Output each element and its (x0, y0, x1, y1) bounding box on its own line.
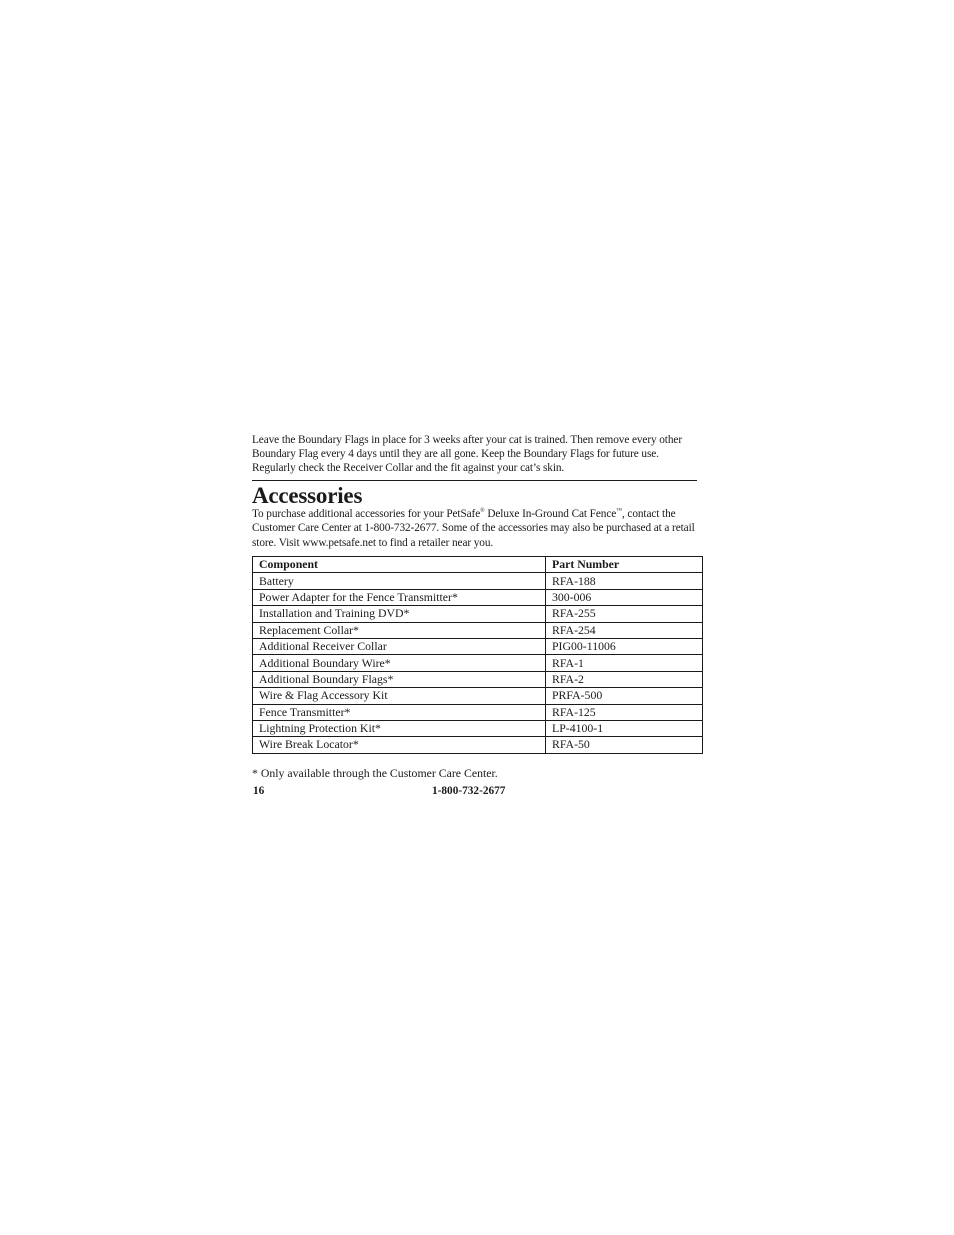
component-cell: Replacement Collar* (253, 622, 546, 638)
table-header-row (253, 557, 703, 573)
table-row (253, 737, 703, 753)
part-number-cell: LP-4100-1 (546, 720, 703, 736)
description-text-1: To purchase additional accessories for your PetSafe (252, 508, 481, 520)
table-row (253, 638, 703, 654)
component-cell: Additional Receiver Collar (253, 638, 546, 654)
part-number-cell: RFA-1 (546, 655, 703, 671)
part-number-cell: RFA-188 (546, 573, 703, 589)
part-number-cell: RFA-125 (546, 704, 703, 720)
component-cell: Installation and Training DVD* (253, 606, 546, 622)
footnote: * Only available through the Customer Care Center. (252, 766, 498, 780)
table-row (253, 704, 703, 720)
component-cell: Additional Boundary Wire* (253, 655, 546, 671)
trademark-mark: ™ (616, 508, 622, 515)
registered-mark: ® (480, 508, 485, 515)
intro-paragraph: Leave the Boundary Flags in place for 3 weeks after your cat is trained. Then remove every other Boundary Flag every 4 days until they are all gone. Keep the Boundary Flags for future use. Regularly check the Receiver Collar and the fit against your cat’s skin. (252, 434, 682, 474)
column-header-component: Component (253, 557, 546, 573)
component-cell: Power Adapter for the Fence Transmitter* (253, 589, 546, 605)
table-row (253, 573, 703, 589)
component-cell: Wire Break Locator* (253, 737, 546, 753)
section-heading: Accessories (252, 483, 363, 508)
part-number-cell: RFA-50 (546, 737, 703, 753)
table-body (253, 573, 703, 753)
description-text-2: Deluxe In-Ground Cat Fence (484, 508, 617, 520)
accessories-description (252, 507, 702, 550)
page-number: 16 (253, 785, 265, 797)
table-row (253, 622, 703, 638)
component-cell: Battery (253, 573, 546, 589)
table-row (253, 671, 703, 687)
part-number-cell: RFA-2 (546, 671, 703, 687)
component-cell: Lightning Protection Kit* (253, 720, 546, 736)
accessories-table (252, 556, 703, 754)
part-number-cell: RFA-255 (546, 606, 703, 622)
table-row (253, 655, 703, 671)
component-cell: Fence Transmitter* (253, 704, 546, 720)
component-cell: Additional Boundary Flags* (253, 671, 546, 687)
table-row (253, 589, 703, 605)
description-text-3: , contact the Customer Care Center at 1-800-732-2677. Some of the accessories may also be purchased at a retail store. Visit www.petsafe.net to find a retailer near you. (252, 508, 695, 549)
table-row (253, 606, 703, 622)
section-divider (252, 480, 697, 481)
table-row (253, 688, 703, 704)
part-number-cell: RFA-254 (546, 622, 703, 638)
table-row (253, 720, 703, 736)
part-number-cell: 300-006 (546, 589, 703, 605)
part-number-cell: PIG00-11006 (546, 638, 703, 654)
footer-phone: 1-800-732-2677 (432, 785, 506, 797)
column-header-part-number: Part Number (546, 557, 703, 573)
part-number-cell: PRFA-500 (546, 688, 703, 704)
component-cell: Wire & Flag Accessory Kit (253, 688, 546, 704)
